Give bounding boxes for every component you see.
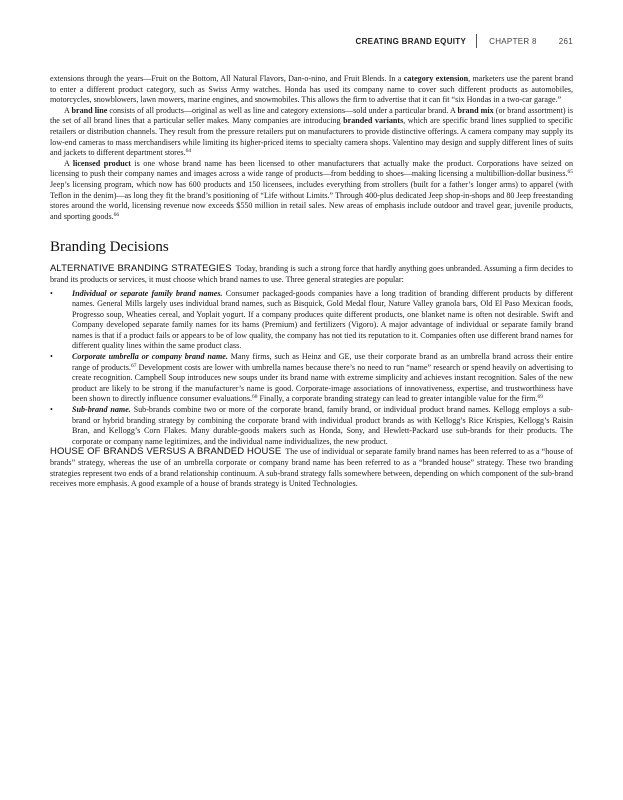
running-head (356, 34, 573, 48)
bullet: • (50, 352, 53, 362)
text-run: A (64, 158, 73, 168)
header-divider (476, 34, 477, 48)
text-run: Finally, a corporate branding strategy can lead to greater intangible value for the firm. (257, 394, 538, 404)
strategy-term: Corporate umbrella or company brand name. (72, 352, 228, 362)
paragraph-house-of-brands (50, 447, 573, 489)
text-run: The use of individual or separate family brand names has been referred to as a “house of brands” strategy, whereas the use of an umbrella corporate or company brand name has been referred to as a “branded house” strategy. These two branding strategies represent two ends of a brand relationship continuum. A sub-brand strategy falls somewhere between, depending on which component of the sub-brand receives more emphasis. A good example of a house of brands strategy is United Technologies. (50, 447, 573, 489)
text-run: Today, branding is such a strong force that hardly anything goes unbranded. Assuming a firm decides to brand its products or services, it must choose which brand names to use. Three general strategies are popular: (50, 264, 573, 284)
subheading: HOUSE OF BRANDS VERSUS A BRANDED HOUSE (50, 446, 282, 458)
footnote-ref: 67 (130, 362, 137, 369)
text-run: , marketers use the parent brand to enter a different product category, such as Swiss Army watches. Honda has used its company name to cover such different products as automobiles, motorcycles, snowblowers, lawn mowers, marine engines, and snowmobiles. This allows the firm to advertise that it can fit “six Hondas in a two-car garage.” (50, 74, 573, 105)
paragraph-licensed-product (50, 159, 573, 223)
text-run: A (64, 105, 72, 115)
text-run: , which are specific brand lines supplied to specific retailers or distribution channels. They result from the pressure retailers put on manufacturers to provide distinctive offerings. A camera company may supply its low-end cameras to mass merchandisers while limiting its higher-priced items to specialty camera shops. Valentino may design and supply different lines of suits and jackets to different department stores. (50, 116, 573, 158)
footnote-ref: 69 (537, 394, 543, 401)
page-number: 261 (558, 36, 573, 46)
footnote-ref: 65 (567, 169, 573, 176)
key-term: brand line (71, 105, 108, 115)
bullet: • (50, 405, 53, 415)
text-run: extensions through the years—Fruit on the Bottom, All Natural Flavors, Dan-o-nino, and Fruit Blends. In a (50, 74, 404, 83)
strategy-term: Sub-brand name. (72, 405, 131, 415)
paragraph-brand-line (50, 106, 573, 159)
text-run: (or brand assortment) is the set of all brand lines that a particular seller makes. Many companies are introducing (50, 105, 574, 126)
text-run: Consumer packaged-goods companies have a long tradition of branding different products by different names. General Mills largely uses individual brand names, such as Bisquick, Gold Medal flour, Nature Valley granola bars, Old El Paso Mexican foods, Progresso soup, Wheaties cereal, and Yoplait yogurt. If a company produces quite different products, one blanket name is often not desirable. Swift and Company developed separate family names for its hams (Premium) and fertilizers (Vigoro). A major advantage of individual or separate family brand names is that if a product fails or appears to be of low quality, the company has not tied its reputation to it. Companies often use different brand names for different quality lines within the same product class. (72, 288, 574, 351)
list-item (50, 352, 573, 405)
body-text (50, 74, 573, 490)
key-term: branded variants (343, 116, 404, 126)
strategy-term: Individual or separate family brand names. (72, 288, 223, 298)
list-item (50, 405, 573, 447)
bullet: • (50, 288, 53, 298)
paragraph-category-extension (50, 74, 573, 106)
paragraph-alternative-strategies (50, 264, 573, 285)
text-run: is one whose brand name has been licensed to other manufacturers that actually make the product. Corporations have seized on licensing to push their company names and images across a wide range of products—from bedding to shoes—making licensing a multibillion-dollar business. (50, 158, 574, 179)
key-term: brand mix (457, 105, 494, 115)
subheading: ALTERNATIVE BRANDING STRATEGIES (50, 263, 232, 275)
text-run: Many firms, such as Heinz and GE, use their corporate brand as an umbrella brand across their entire range of products. (72, 352, 573, 372)
chapter-label: CHAPTER 8 (489, 36, 537, 46)
running-title: CREATING BRAND EQUITY (355, 36, 467, 46)
footnote-ref: 64 (185, 148, 192, 155)
text-run: Jeep’s licensing program, which now has 600 products and 150 licensees, includes everything from strollers (built for a father’s longer arms) to apparel (with Teflon in the denim)—as long they fit the brand’s positioning of “Life without Limits.” Through 400-plus dedicated Jeep shop-in-shops and 80 Jeep freestanding stores around the world, licensing revenue now exceeds $550 million in retail sales. New areas of emphasis include outdoor and travel gear, juvenile products, and sporting goods. (50, 179, 573, 221)
list-item (50, 289, 573, 353)
text-run: consists of all products—original as well as line and category extensions—sold under a particular brand. A (107, 105, 458, 115)
text-run: Development costs are lower with umbrella names because there’s no need to run “name” research or spend heavily on advertising to create recognition. Campbell Soup introduces new soups under its brand name with extreme simplicity and achieves instant recognition. Sales of the new product are likely to be strong if the manufacturer’s name is good. Corporate-image associations of innovativeness, expertise, and trustworthiness have been shown to directly influence consumer evaluations. (72, 362, 573, 404)
strategy-list (50, 289, 573, 448)
key-term: category extension (403, 74, 469, 83)
footnote-ref: 68 (252, 394, 258, 401)
key-term: licensed product (72, 158, 131, 168)
footnote-ref: 66 (113, 211, 120, 218)
section-heading: Branding Decisions (50, 239, 169, 256)
text-run: Sub-brands combine two or more of the corporate brand, family brand, or individual product brand names. Kellogg employs a sub-brand or hybrid branding strategy by combining the corporate brand with individual product brands as with Kellogg’s Rice Krispies, Kellogg’s Raisin Bran, and Kellogg’s Corn Flakes. Many durable-goods makers such as Honda, Sony, and Hewlett-Packard use sub-brands for their products. The corporate or company name legitimizes, and the individual name individualizes, the new product. (72, 405, 573, 446)
